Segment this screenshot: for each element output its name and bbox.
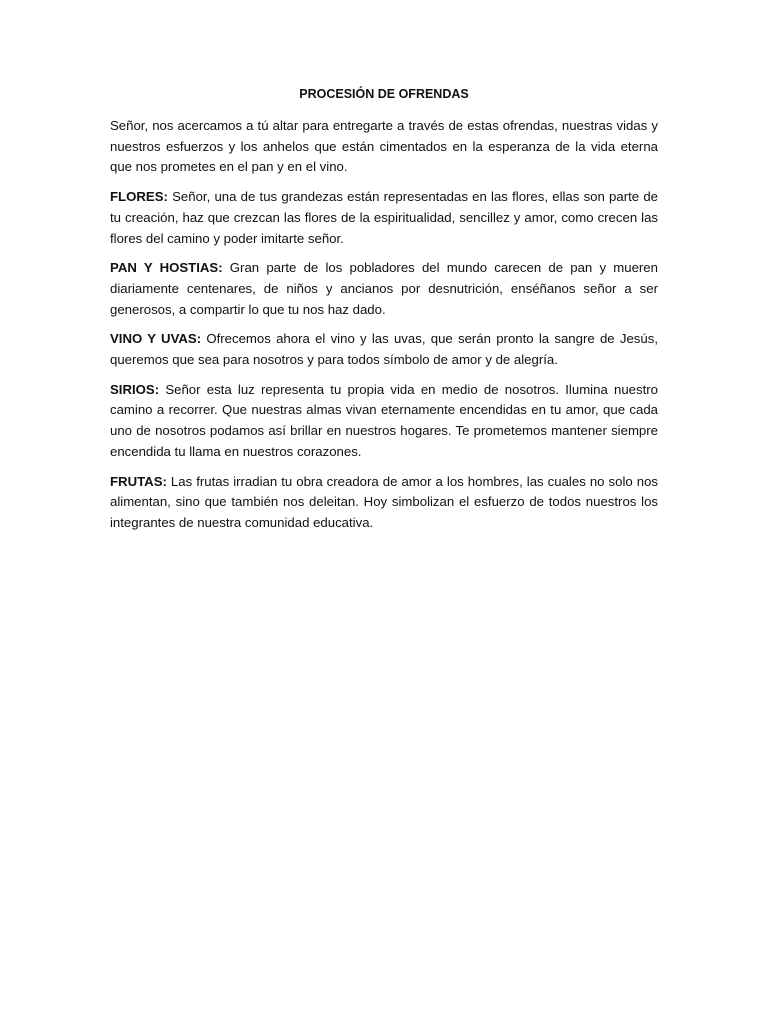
section-pan-y-hostias xyxy=(110,258,658,320)
section-sirios xyxy=(110,380,658,463)
intro-paragraph: Señor, nos acercamos a tú altar para entregarte a través de estas ofrendas, nuestras vidas y nuestros esfuerzos y los anhelos que están cimentados en la esperanza de la vida eterna que nos prometes en el pan y en el vino. xyxy=(110,118,658,175)
section-vino-y-uvas xyxy=(110,329,658,370)
section-text: Gran parte de los pobladores del mundo carecen de pan y mueren diariamente centenares, de niños y ancianos por desnutrición, enséñanos señor a ser generosos, a compartir lo que tu nos haz dado. xyxy=(110,260,658,317)
section-flores xyxy=(110,187,658,249)
section-label: FRUTAS: xyxy=(110,473,167,489)
section-label: FLORES: xyxy=(110,189,168,205)
document-page xyxy=(110,86,658,543)
section-text: Señor esta luz representa tu propia vida en medio de nosotros. Ilumina nuestro camino a recorrer. Que nuestras almas vivan eternamente encendidas en tu amor, que cada uno de nosotros podamos así brillar en nuestros hogares. Te prometemos mantener siempre encendida tu llama en nuestros corazones. xyxy=(110,381,658,459)
section-label: VINO Y UVAS: xyxy=(110,331,202,347)
document-title: PROCESIÓN DE OFRENDAS xyxy=(299,87,469,101)
section-text: Las frutas irradian tu obra creadora de amor a los hombres, las cuales no solo nos alimentan, sino que también nos deleitan. Hoy simbolizan el esfuerzo de todos nuestros los integrantes de nuestra comunidad educativa. xyxy=(110,473,658,530)
section-text: Señor, una de tus grandezas están representadas en las flores, ellas son parte de tu creación, haz que crezcan las flores de la espiritualidad, sencillez y amor, como crecen las flores del camino y poder imitarte señor. xyxy=(110,189,658,246)
section-frutas xyxy=(110,472,658,534)
section-label: PAN Y HOSTIAS: xyxy=(110,260,223,276)
section-text: Ofrecemos ahora el vino y las uvas, que serán pronto la sangre de Jesús, queremos que sea para nosotros y para todos símbolo de amor y de alegría. xyxy=(110,331,658,368)
section-label: SIRIOS: xyxy=(110,381,160,397)
